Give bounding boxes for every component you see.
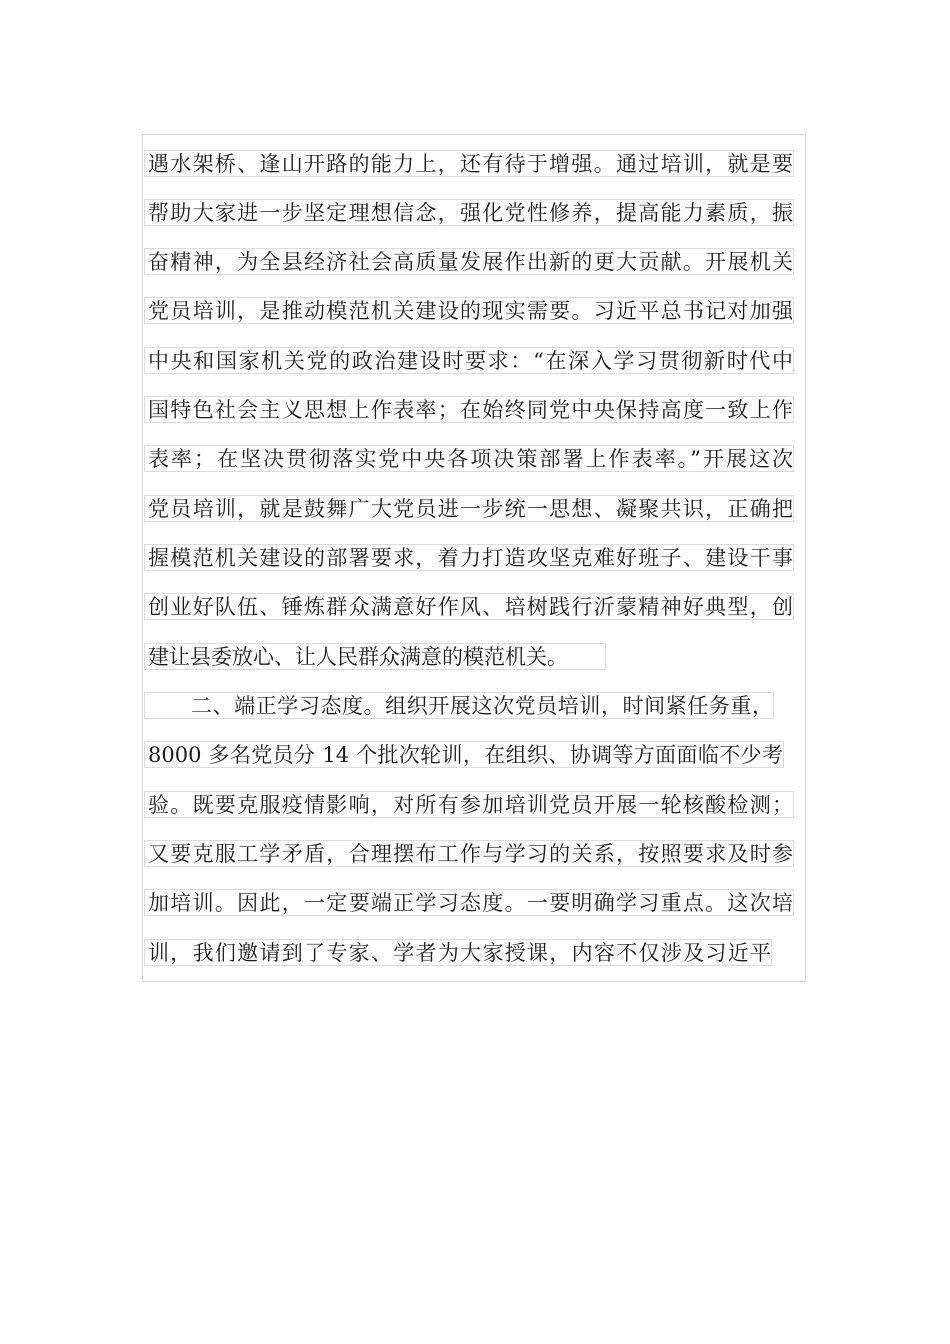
paragraph-line: 表率；在坚决贯彻落实党中央各项决策部署上作表率。”开展这次 bbox=[144, 445, 794, 472]
paragraph-line: 党员培训，是推动模范机关建设的现实需要。习近平总书记对加强 bbox=[144, 297, 794, 324]
paragraph-line: 验。既要克服疫情影响，对所有参加培训党员开展一轮核酸检测； bbox=[144, 791, 794, 818]
paragraph-line: 党员培训，就是鼓舞广大党员进一步统一思想、凝聚共识，正确把 bbox=[144, 495, 794, 522]
paragraph-line: 帮助大家进一步坚定理想信念，强化党性修养，提高能力素质，振 bbox=[144, 199, 794, 226]
paragraph-line: 国特色社会主义思想上作表率；在始终同党中央保持高度一致上作 bbox=[144, 396, 794, 423]
paragraph-line: 建让县委放心、让人民群众满意的模范机关。 bbox=[144, 643, 606, 670]
paragraph-line: 又要克服工学矛盾，合理摆布工作与学习的关系，按照要求及时参 bbox=[144, 840, 794, 867]
paragraph-line: 加培训。因此，一定要端正学习态度。一要明确学习重点。这次培 bbox=[144, 889, 794, 916]
paragraph-line: 奋精神，为全县经济社会高质量发展作出新的更大贡献。开展机关 bbox=[144, 248, 794, 275]
paragraph-line: 二、端正学习态度。组织开展这次党员培训，时间紧任务重， bbox=[144, 692, 774, 719]
paragraph-line: 训，我们邀请到了专家、学者为大家授课，内容不仅涉及习近平 bbox=[144, 939, 772, 966]
paragraph-line: 8000 多名党员分 14 个批次轮训，在组织、协调等方面面临不少考 bbox=[144, 741, 784, 768]
paragraph-line: 遇水架桥、逢山开路的能力上，还有待于增强。通过培训，就是要 bbox=[144, 150, 794, 177]
paragraph-line: 创业好队伍、锤炼群众满意好作风、培树践行沂蒙精神好典型，创 bbox=[144, 593, 794, 620]
paragraph-line: 中央和国家机关党的政治建设时要求：“在深入学习贯彻新时代中 bbox=[144, 347, 794, 374]
paragraph-line: 握模范机关建设的部署要求，着力打造攻坚克难好班子、建设干事 bbox=[144, 544, 794, 571]
